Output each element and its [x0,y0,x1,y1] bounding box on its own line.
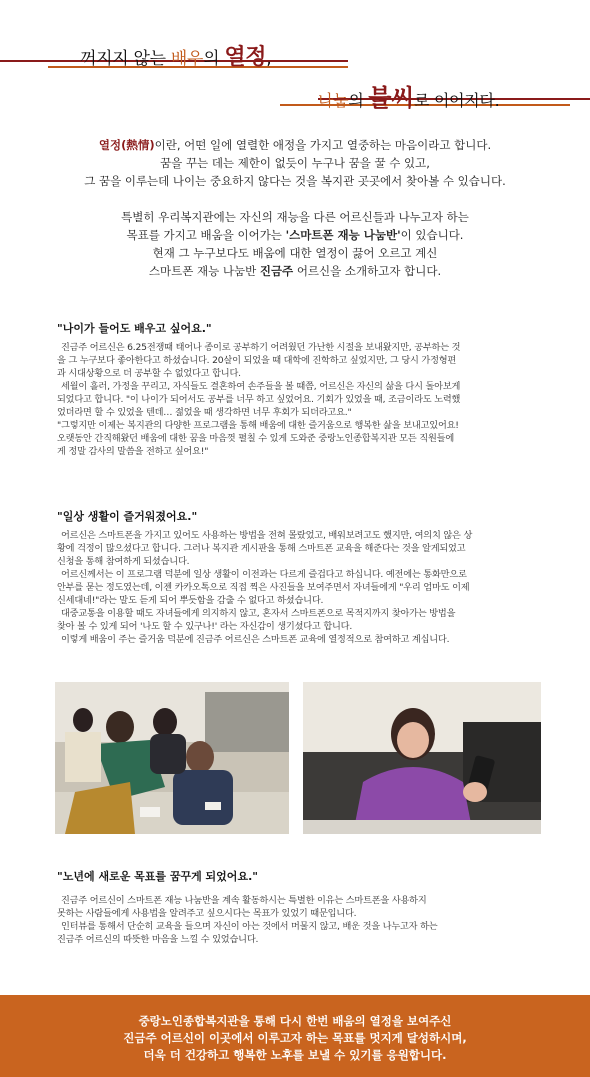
title-text: 꺼지지 않는 [80,49,171,69]
section3-line: 진금주 어르신의 따뜻한 마음을 느낄 수 있었습니다. [57,934,259,945]
section2-title: "일상 생활이 즐거워졌어요." [57,510,198,523]
section1-line: 오랫동안 간직해왔던 배움에 대한 꿈을 마음껏 펼칠 수 있게 도와준 중랑노인종합복지관 모든 직원들에 [57,433,454,444]
intro-text-span: 이란, 어떤 일에 열렬한 애정을 가지고 열중하는 마음이라고 합니다. [154,138,492,152]
footer-line: 더욱 더 건강하고 행복한 노후를 보낼 수 있기를 응원합니다. [143,1048,447,1062]
title-highlight: 나눔 [318,91,349,110]
title-highlight: 배우 [170,49,204,69]
intro-text-span: 특별히 우리복지관에는 자신의 재능을 다른 어르신들과 나누고자 하는 [121,210,469,224]
intro-paragraph-2 [0,208,590,280]
photo-jin-geumju-image [303,682,541,834]
section2-line: 이렇게 배움이 주는 즐거움 덕분에 진금주 어르신은 스마트폰 교육에 열정적으로 참여하고 계십니다. [61,634,450,645]
footer-banner [0,995,590,1077]
section1-body [57,341,557,458]
section3-line: 인터뷰를 통해서 단순히 교육을 들으며 자신이 아는 것에서 머물지 않고, 배운 것을 나누고자 하는 [61,921,438,932]
section1-line: 진금주 어르신은 6.25전쟁때 태어나 종이로 공부하기 어려웠던 가난한 시절을 보내왔지만, 공부하는 것 [61,342,461,353]
section1-line: 세월이 흘러, 가정을 꾸리고, 자식들도 결혼하여 손주들을 볼 때쯤, 어르신은 자신의 삶을 다시 돌아보게 [61,381,461,392]
section2-line: 신청을 통해 참여하게 되셨습니다. [57,556,190,567]
section1-line: "그렇지만 이제는 복지관의 다양한 프로그램을 통해 배움에 대한 즐거움으로 행복한 삶을 보내고있어요! [57,420,459,431]
section2-line: 어르신께서는 이 프로그램 덕분에 일상 생활이 이전과는 다르게 즐겁다고 하십니다. 예전에는 통화만으로 [61,569,467,580]
intro-paragraph-1 [0,136,590,190]
section2-body [57,529,557,646]
intro-text-span: 꿈을 꾸는 데는 제한이 없듯이 누구나 꿈을 꿀 수 있고, [160,156,430,170]
intro-text-span: 현재 그 누구보다도 배움에 대한 열정이 끓어 오르고 계신 [152,246,438,260]
section1-title: "나이가 들어도 배우고 싶어요." [57,322,212,335]
intro-text [0,136,590,293]
section1-line: 을 그 누구보다 좋아한다고 하셨습니다. 20살이 되었을 때 대학에 진학하고 싶었지만, 그 당시 가정형편 [57,355,457,366]
section1-line: 었더라면 할 수 있었을 텐데… 젊었을 때 생각하면 너무 후회가 되더라고요." [57,407,352,418]
intro-text-span: 어르신을 소개하고자 합니다. [293,264,442,278]
intro-text-span: 스마트폰 재능 나눔반 [148,264,260,278]
section2-line: 찾아 볼 수 있게 되어 '나도 할 수 있구나!' 라는 자신감이 생기셨다고 합니다. [57,621,353,632]
photo-jin-geumju [303,682,541,834]
section2-line: 어르신은 스마트폰을 가지고 있어도 사용하는 방법을 전혀 몰랐었고, 배워보려고도 했지만, 여의치 않은 상 [61,530,473,541]
section2-line: 대중교통을 이용할 때도 자녀들에게 의지하지 않고, 혼자서 스마트폰으로 목적지까지 찾아가는 방법을 [61,608,456,619]
title-text: , [266,49,272,69]
title-text: 의 [348,91,369,110]
section1-line: 게 정말 감사의 말씀을 전하고 싶어요!" [57,446,209,457]
title-emphasis: 불씨 [368,84,415,112]
footer-line: 중랑노인종합복지관을 통해 다시 한번 배움의 열정을 보여주신 [138,1014,452,1028]
intro-text-span: 그 꿈을 이루는데 나이는 중요하지 않다는 것을 복지관 곳곳에서 찾아볼 수 있습니다. [84,174,506,188]
photo-class-group-image [55,682,289,834]
section2-line: 신세대네!"라는 말도 듣게 되어 뿌듯함을 감출 수 없다고 하셨습니다. [57,595,324,606]
photo-class-group [55,682,289,834]
intro-class-name: '스마트폰 재능 나눔반' [285,228,401,242]
section1-line: 과 시대상황으로 더 공부할 수 없었다고 합니다. [57,368,241,379]
title-text: 로 이어지다. [414,91,500,110]
title-text: 의 [203,49,225,69]
intro-text-span: 목표를 가지고 배움을 이어가는 [126,228,286,242]
title-emphasis: 열정 [224,45,267,70]
header-banner [0,0,590,118]
section3-line: 못하는 사람들에게 사용법을 알려주고 싶으시다는 목표가 있었기 때문입니다. [57,908,357,919]
intro-keyword: 열정(熱情) [98,138,155,152]
footer-line: 진금주 어르신이 이곳에서 이루고자 하는 목표를 멋지게 달성하시며, [123,1031,467,1045]
header-title-line2 [318,78,499,113]
section2-line: 안부를 묻는 정도였는데, 이젠 카카오톡으로 직접 찍은 사진들을 보여주면서 자녀들에게 "우리 엄마도 이제 [57,582,470,593]
section3-body [57,894,557,946]
section2-line: 황에 걱정이 많으셨다고 합니다. 그러나 복지관 게시판을 통해 스마트폰 교육을 해준다는 것을 알게되었고 [57,543,466,554]
intro-person-name: 진금주 [259,264,294,278]
section1-line: 되었다고 합니다. "이 나이가 되어서도 공부를 너무 하고 싶었어요. 기회가 있었을 때, 조금이라도 노력했 [57,394,461,405]
section3-line: 진금주 어르신이 스마트폰 재능 나눔반을 계속 활동하시는 특별한 이유는 스마트폰을 사용하지 [61,895,427,906]
intro-text-span: 이 있습니다. [400,228,464,242]
header-title-line1 [80,40,271,71]
section3-title: "노년에 새로운 목표를 꿈꾸게 되었어요." [57,870,258,883]
